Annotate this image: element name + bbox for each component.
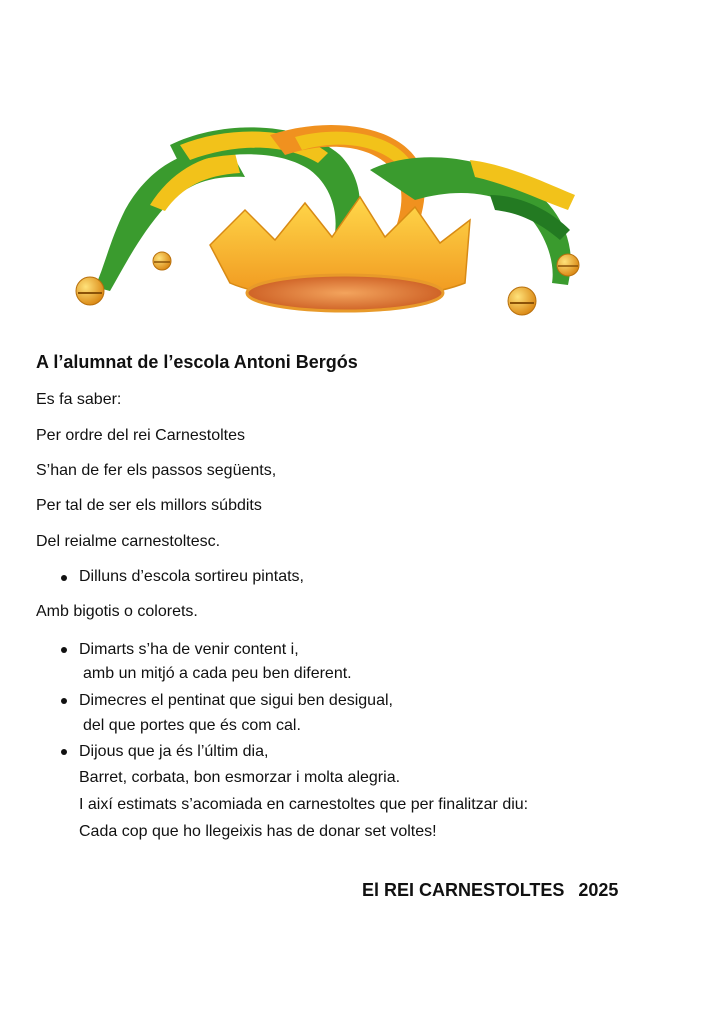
monday-continuation: Amb bigotis o colorets.	[36, 603, 198, 620]
bell-left	[76, 277, 104, 305]
thursday-line-3: I així estimats s’acomiada en carnestoltes que per finalitzar diu:	[79, 796, 529, 813]
signature-name: El REI CARNESTOLTES	[362, 880, 565, 900]
letter-title: A l’alumnat de l’escola Antoni Bergós	[36, 352, 358, 372]
intro-line: Es fa saber:	[36, 391, 122, 408]
monday-bullet: Dilluns d’escola sortireu pintats,	[79, 568, 304, 585]
thursday-line-4: Cada cop que ho llegeixis has de donar set voltes!	[79, 823, 437, 840]
intro-line: S’han de fer els passos següents,	[36, 462, 277, 479]
tuesday-line-1: Dimarts s’ha de venir content i,	[79, 641, 299, 658]
intro-line: Per tal de ser els millors súbdits	[36, 497, 262, 514]
bell-right	[557, 254, 579, 276]
bell-center-right	[508, 287, 536, 315]
intro-line: Del reialme carnestoltesc.	[36, 533, 221, 550]
jester-hat-illustration	[70, 115, 590, 320]
bullet-point	[61, 698, 67, 704]
wednesday-line-2: del que portes que és com cal.	[83, 717, 301, 734]
hat-rim-opening	[247, 275, 443, 311]
intro-line: Per ordre del rei Carnestoltes	[36, 427, 245, 444]
signature	[362, 880, 618, 901]
bell-center-left	[153, 252, 171, 270]
bullet-point	[61, 749, 67, 755]
bullet-point	[61, 647, 67, 653]
tuesday-line-2: amb un mitjó a cada peu ben diferent.	[83, 665, 352, 682]
signature-year: 2025	[578, 880, 619, 900]
thursday-line-1: Dijous que ja és l’últim dia,	[79, 743, 269, 760]
bullet-point	[61, 575, 67, 581]
wednesday-line-1: Dimecres el pentinat que sigui ben desigual,	[79, 692, 393, 709]
thursday-line-2: Barret, corbata, bon esmorzar i molta alegria.	[79, 769, 401, 786]
